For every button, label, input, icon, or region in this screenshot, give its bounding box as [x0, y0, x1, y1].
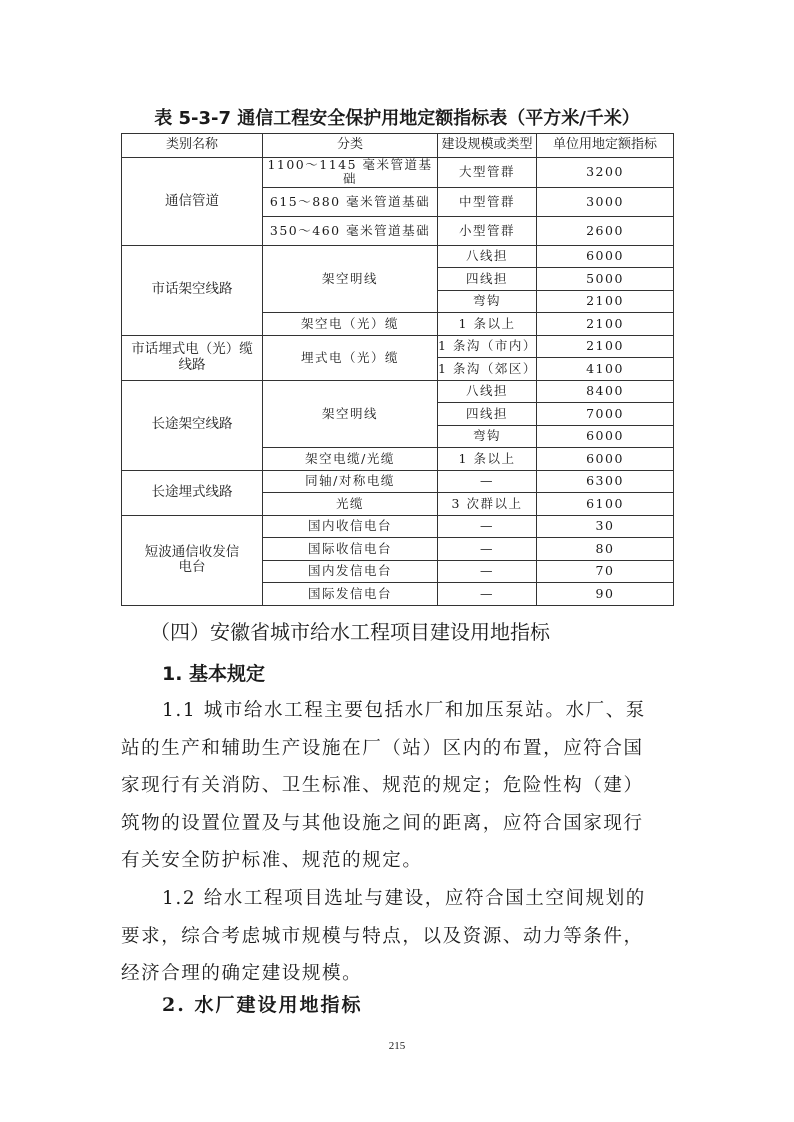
subclass-cell: 国际收信电台 [263, 538, 438, 561]
category-cell: 长途架空线路 [122, 380, 263, 470]
table-row [122, 515, 674, 538]
header-subclass: 分类 [263, 134, 438, 158]
header-category: 类别名称 [122, 134, 263, 158]
category-cell: 长途埋式线路 [122, 470, 263, 515]
value-cell: 80 [537, 538, 674, 561]
value-cell: 2100 [537, 335, 674, 358]
subclass-cell: 615～880 毫米管道基础 [263, 187, 438, 216]
value-cell: 6000 [537, 425, 674, 448]
subclass-cell: 350～460 毫米管道基础 [263, 216, 438, 245]
subclass-cell: 架空电（光）缆 [263, 313, 438, 336]
table-row [122, 245, 674, 268]
paragraph-line: 站的生产和辅助生产设施在厂（站）区内的布置，应符合国 [121, 737, 644, 759]
header-type: 建设规模或类型 [438, 134, 537, 158]
value-cell: 2600 [537, 216, 674, 245]
type-cell: 1 条沟（市内） [438, 335, 537, 358]
type-cell: 四线担 [438, 268, 537, 291]
section-heading: （四）安徽省城市给水工程项目建设用地指标 [150, 620, 550, 644]
category-cell: 通信管道 [122, 158, 263, 246]
type-cell: 3 次群以上 [438, 493, 537, 516]
type-cell: 小型管群 [438, 216, 537, 245]
type-cell: — [438, 583, 537, 606]
land-quota-table [121, 133, 674, 606]
subclass-cell: 国内收信电台 [263, 515, 438, 538]
subclass-cell: 同轴/对称电缆 [263, 470, 438, 493]
type-cell: 弯钩 [438, 425, 537, 448]
value-cell: 6300 [537, 470, 674, 493]
table-row [122, 380, 674, 403]
value-cell: 30 [537, 515, 674, 538]
value-cell: 7000 [537, 403, 674, 426]
subsection-heading-basic-rules: 1. 基本规定 [162, 663, 266, 685]
type-cell: — [438, 470, 537, 493]
paragraph-line: 家现行有关消防、卫生标准、规范的规定；危险性构（建） [121, 775, 644, 796]
subclass-cell: 国际发信电台 [263, 583, 438, 606]
paragraph-line: 要求，综合考虑城市规模与特点，以及资源、动力等条件， [121, 925, 644, 947]
paragraph-1-2 [121, 880, 681, 993]
table-caption: 表 5-3-7 通信工程安全保护用地定额指标表（平方米/千米） [154, 108, 640, 129]
type-cell: 八线担 [438, 245, 537, 268]
value-cell: 4100 [537, 358, 674, 381]
type-cell: 弯钩 [438, 290, 537, 313]
value-cell: 90 [537, 583, 674, 606]
category-cell: 市话埋式电（光）缆线路 [122, 335, 263, 380]
type-cell: 1 条沟（郊区） [438, 358, 537, 381]
value-cell: 8400 [537, 380, 674, 403]
subclass-cell: 架空明线 [263, 380, 438, 448]
value-cell: 5000 [537, 268, 674, 291]
value-cell: 70 [537, 560, 674, 583]
header-value: 单位用地定额指标 [537, 134, 674, 158]
paragraph-1-1 [121, 692, 681, 880]
value-cell: 2100 [537, 290, 674, 313]
type-cell: 1 条以上 [438, 448, 537, 471]
paragraph-line: 有关安全防护标准、规范的规定。 [121, 850, 423, 871]
subsection-heading-water-plant: 2. 水厂建设用地指标 [162, 994, 363, 1016]
paragraph-line: 1.1 城市给水工程主要包括水厂和加压泵站。水厂、泵 [162, 700, 646, 721]
subclass-cell: 埋式电（光）缆 [263, 335, 438, 380]
subclass-cell: 架空明线 [263, 245, 438, 313]
table-row [122, 470, 674, 493]
type-cell: 1 条以上 [438, 313, 537, 336]
page-number: 215 [388, 1040, 406, 1052]
table-row [122, 335, 674, 358]
table-row [122, 158, 674, 188]
type-cell: 八线担 [438, 380, 537, 403]
paragraph-line: 1.2 给水工程项目选址与建设，应符合国土空间规划的 [162, 888, 646, 909]
type-cell: — [438, 515, 537, 538]
type-cell: — [438, 560, 537, 583]
type-cell: 中型管群 [438, 187, 537, 216]
category-cell: 市话架空线路 [122, 245, 263, 335]
type-cell: 四线担 [438, 403, 537, 426]
subclass-cell: 1100～1145 毫米管道基础 [263, 158, 438, 188]
value-cell: 2100 [537, 313, 674, 336]
subclass-cell: 光缆 [263, 493, 438, 516]
value-cell: 6000 [537, 245, 674, 268]
type-cell: 大型管群 [438, 158, 537, 188]
value-cell: 6100 [537, 493, 674, 516]
value-cell: 3200 [537, 158, 674, 188]
paragraph-line: 经济合理的确定建设规模。 [121, 963, 363, 984]
value-cell: 6000 [537, 448, 674, 471]
value-cell: 3000 [537, 187, 674, 216]
category-cell: 短波通信收发信电台 [122, 515, 263, 605]
subclass-cell: 国内发信电台 [263, 560, 438, 583]
type-cell: — [438, 538, 537, 561]
paragraph-line: 筑物的设置位置及与其他设施之间的距离，应符合国家现行 [121, 812, 644, 834]
subclass-cell: 架空电缆/光缆 [263, 448, 438, 471]
